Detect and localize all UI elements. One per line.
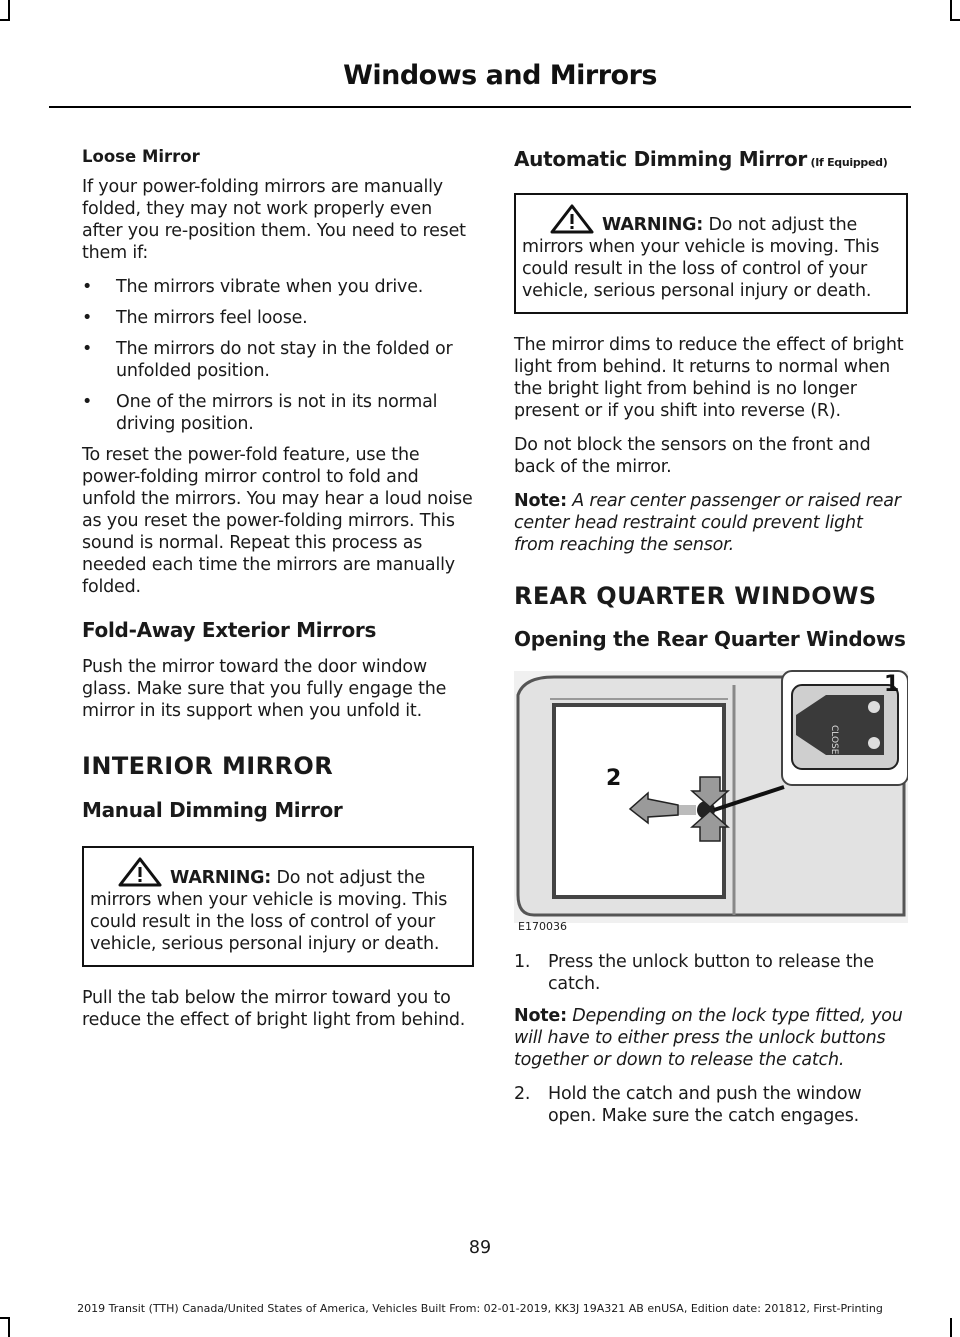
rear-quarter-heading: REAR QUARTER WINDOWS [514,582,877,610]
list-item: • The mirrors vibrate when you drive. [82,277,424,297]
warning-box [82,846,474,967]
list-item: 1. Press the unlock button to release the catch. [514,952,874,994]
footer-text: 2019 Transit (TTH) Canada/United States of America, Vehicles Built From: 02-01-2019, KK3J 19A321 AB enUSA, Edition date: 201812, First-Printing [77,1302,883,1315]
callout-1: 1 [884,672,900,697]
fold-away-paragraph: Push the mirror toward the door window glass. Make sure that you fully engage the mirror in its support when you unfold it. [82,657,447,721]
list-item: • The mirrors feel loose. [82,308,308,328]
manual-dimming-paragraph: Pull the tab below the mirror toward you to reduce the effect of bright light from behind. [82,988,466,1030]
crop-mark [8,0,10,20]
note: Note: Depending on the lock type fitted, you will have to either press the unlock buttons together or down to release the catch. [514,1006,903,1070]
header-rule [49,106,911,108]
list-item: • One of the mirrors is not in its normal driving position. [82,392,438,434]
manual-dimming-heading: Manual Dimming Mirror [82,798,343,822]
warning-box [514,193,908,314]
page-title: Windows and Mirrors [343,60,657,91]
page-number: 89 [468,1238,492,1258]
crop-mark [8,1318,10,1337]
note: Note: A rear center passenger or raised rear center head restraint could prevent light from reaching the sensor. [514,491,901,555]
reset-paragraph: To reset the power-fold feature, use the power-folding mirror control to fold and unfold the mirrors. You may hear a loud noise as you reset the power-folding mirrors. This sound is normal. Repeat this process as needed each time the mirrors are manually folded. [82,445,473,597]
crop-mark [950,0,952,20]
right-column [514,147,908,1137]
warning-icon [548,204,596,234]
auto-dimming-heading: Automatic Dimming Mirror (If Equipped) [514,147,888,171]
sensor-paragraph: Do not block the sensors on the front and back of the mirror. [514,435,871,477]
close-label: CLOSE [829,725,839,755]
opening-heading: Opening the Rear Quarter Windows [514,627,906,651]
crop-mark [0,19,10,21]
warning-label: WARNING: [602,215,704,235]
loose-mirror-intro: If your power-folding mirrors are manually folded, they may not work properly even after you re-position them. You need to reset them if: [82,177,466,263]
left-column [82,147,474,1043]
callout-2: 2 [606,766,622,791]
warning-label: WARNING: [170,868,272,888]
warning-text: Do not adjust the mirrors when your vehicle is moving. This could result in the loss of control of your vehicle, serious personal injury or death. [90,868,448,954]
figure-code: E170036 [518,920,567,933]
auto-dimming-paragraph: The mirror dims to reduce the effect of bright light from behind. It returns to normal when the bright light from behind is no longer present or if you shift into reverse (R). [514,335,904,421]
crop-mark [0,1317,10,1319]
list-item: • The mirrors do not stay in the folded or unfolded position. [82,339,453,381]
crop-mark [950,19,960,21]
rear-window-figure [514,665,908,933]
if-equipped-label: (If Equipped) [807,156,888,169]
interior-mirror-heading: INTERIOR MIRROR [82,752,334,780]
crop-mark [950,1318,952,1337]
loose-mirror-heading: Loose Mirror [82,147,200,166]
fold-away-heading: Fold-Away Exterior Mirrors [82,618,377,642]
warning-text: Do not adjust the mirrors when your vehicle is moving. This could result in the loss of control of your vehicle, serious personal injury or death. [522,215,880,301]
warning-icon [116,857,164,887]
list-item: 2. Hold the catch and push the window open. Make sure the catch engages. [514,1084,862,1126]
rear-window-illustration [514,665,908,933]
